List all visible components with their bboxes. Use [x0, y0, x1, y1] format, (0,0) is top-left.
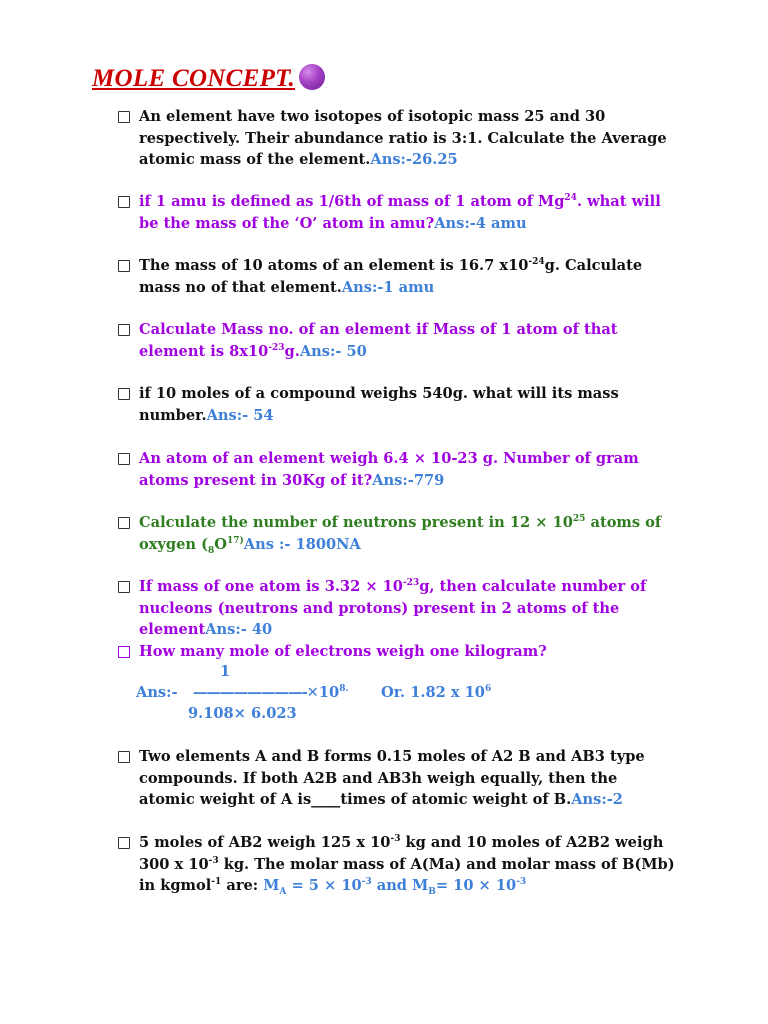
checkbox-icon[interactable]: [118, 453, 130, 465]
question-5: if 10 moles of a compound weighs 540g. what will its mass number.Ans:- 54: [118, 383, 678, 426]
fraction-denominator: 9.108× 6.023: [188, 705, 297, 722]
checkbox-icon[interactable]: [118, 581, 130, 593]
checkbox-icon[interactable]: [118, 324, 130, 336]
fraction-numerator: 1: [220, 663, 231, 680]
checkbox-icon[interactable]: [118, 646, 130, 658]
question-10: Two elements A and B forms 0.15 moles of A2 B and AB3 type compounds. If both A2B and AB3h weigh equally, then the atomic weight of A is____times of atomic weight of B.Ans:-2: [118, 746, 678, 811]
checkbox-icon[interactable]: [118, 260, 130, 272]
answer-9-alt: Or. 1.82 x $10^6$: [381, 684, 492, 701]
question-1: An element have two isotopes of isotopic mass 25 and 30 respectively. Their abundance ratio is 3:1. Calculate the Average atomic mass of the element.Ans:-26.25: [118, 106, 678, 171]
checkbox-icon[interactable]: [118, 517, 130, 529]
question-7: Calculate the number of neutrons present in $12 \times 10^{25}$ atoms of oxygen ($_8O^{17)}Ans$ :- 1800NA: [118, 512, 678, 555]
checkbox-icon[interactable]: [118, 111, 130, 123]
question-6: An atom of an element weigh 6.4 × 10-23 g. Number of gram atoms present in 30Kg of it?Ans:-779: [118, 448, 678, 491]
question-2: if 1 amu is defined as 1/6th of mass of 1 atom of Mg$^{24}$. what will be the mass of the ‘O’ atom in amu?Ans:-4 amu: [118, 191, 678, 234]
purple-ball-icon: [299, 64, 325, 90]
checkbox-icon[interactable]: [118, 837, 130, 849]
question-3: The mass of 10 atoms of an element is 16.7 $x10^{-24}g$. Calculate mass no of that element.Ans:-1 amu: [118, 255, 678, 298]
checkbox-icon[interactable]: [118, 388, 130, 400]
question-9: How many mole of electrons weigh one kilogram?: [118, 641, 678, 663]
question-8: If mass of one atom is $3.32 \times 10^{-23}g$, then calculate number of nucleons (neutrons and protons) present in 2 atoms of the elementAns:- 40: [118, 576, 678, 641]
answer-9: Ans:- $————————-✕10^{8.}$: [136, 684, 349, 701]
checkbox-icon[interactable]: [118, 751, 130, 763]
question-11: 5 moles of AB2 weigh 125 x $10^{-3}$ kg and 10 moles of A2B2 weigh 300 x $10^{-3}$ kg. The molar mass of A(Ma) and molar mass of B(Mb) in kgmol$^{-1}$ are: $M_A = 5 \times 10^{-3}$ and $M_B= 10 \times 10^{-3}$: [118, 832, 678, 897]
checkbox-icon[interactable]: [118, 196, 130, 208]
page-title: MOLE CONCEPT.: [92, 64, 325, 93]
question-4: Calculate Mass no. of an element if Mass of 1 atom of that element is $8x10^{-23}g.Ans:-$ 50: [118, 319, 678, 362]
